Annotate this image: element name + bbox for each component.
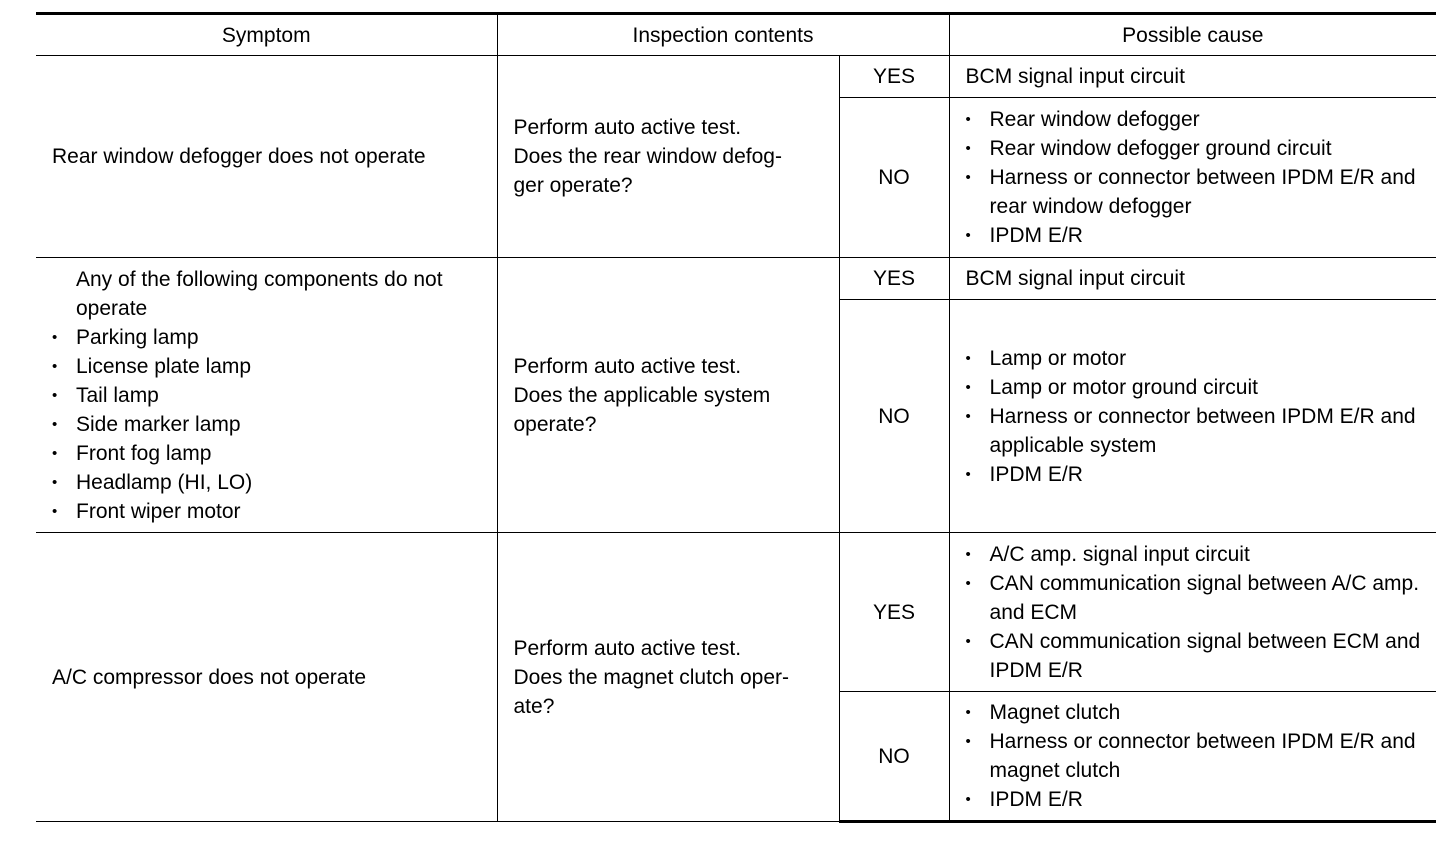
cause-list	[966, 105, 1431, 250]
inspection-line: Does the magnet clutch oper-	[513, 665, 789, 689]
symptom-item: • Front wiper motor	[52, 497, 491, 526]
cause-item: • IPDM E/R	[966, 785, 1431, 814]
no-label: NO	[839, 98, 949, 258]
table-row	[36, 533, 1436, 692]
symptom-intro: Any of the following components do not operate	[76, 267, 443, 320]
cause-item: • Harness or connector between IPDM E/R and rear window defogger	[966, 163, 1431, 221]
no-cause-cell	[949, 98, 1436, 258]
symptom-cell	[36, 533, 497, 822]
yes-label: YES	[839, 533, 949, 692]
yes-label: YES	[839, 56, 949, 98]
cause-text: BCM signal input circuit	[965, 65, 1185, 88]
inspection-line: Perform auto active test.	[513, 354, 742, 378]
cause-item: • Harness or connector between IPDM E/R and magnet clutch	[966, 727, 1431, 785]
symptom-item: • Front fog lamp	[52, 439, 491, 468]
symptom-item: • Tail lamp	[52, 381, 491, 410]
inspection-line: ate?	[513, 694, 555, 718]
symptom-item: • Side marker lamp	[52, 410, 491, 439]
cause-item: • CAN communication signal between A/C amp. and ECM	[966, 569, 1431, 627]
symptom-item: • Parking lamp	[52, 323, 491, 352]
inspection-line: Does the applicable system	[513, 383, 771, 407]
inspection-line: operate?	[513, 412, 597, 436]
inspection-line: Perform auto active test.	[513, 116, 742, 139]
yes-label: YES	[839, 258, 949, 300]
symptom-text: A/C compressor does not operate	[52, 665, 366, 689]
yes-cause-cell	[949, 533, 1436, 692]
no-cause-cell	[949, 692, 1436, 822]
inspection-line: Perform auto active test.	[513, 636, 742, 660]
cause-text: BCM signal input circuit	[965, 267, 1185, 290]
inspection-line: Does the rear window defog-	[513, 145, 782, 168]
symptom-cell	[36, 258, 497, 533]
no-label: NO	[839, 300, 949, 533]
cause-item: • Harness or connector between IPDM E/R and applicable system	[966, 402, 1431, 460]
cause-item: • Rear window defogger ground circuit	[966, 134, 1431, 163]
header-symptom: Symptom	[36, 14, 497, 56]
symptom-list	[52, 323, 491, 526]
inspection-cell	[497, 56, 839, 258]
table-row	[36, 258, 1436, 300]
cause-list	[966, 698, 1431, 814]
no-cause-cell	[949, 300, 1436, 533]
cause-item: • Magnet clutch	[966, 698, 1431, 727]
cause-item: • A/C amp. signal input circuit	[966, 540, 1431, 569]
symptom-item: • License plate lamp	[52, 352, 491, 381]
header-possible-cause: Possible cause	[949, 14, 1436, 56]
cause-item: • Lamp or motor ground circuit	[966, 373, 1431, 402]
yes-cause-cell	[949, 56, 1436, 98]
cause-item: • CAN communication signal between ECM and IPDM E/R	[966, 627, 1431, 685]
table-row	[36, 56, 1436, 98]
cause-item: • IPDM E/R	[966, 221, 1431, 250]
cause-item: • Lamp or motor	[966, 344, 1431, 373]
symptom-text: Rear window defogger does not operate	[52, 145, 426, 168]
diagnosis-table	[36, 12, 1436, 823]
inspection-cell	[497, 258, 839, 533]
header-row	[36, 14, 1436, 56]
cause-item: • Rear window defogger	[966, 105, 1431, 134]
no-label: NO	[839, 692, 949, 822]
cause-list	[966, 344, 1431, 489]
cause-list	[966, 540, 1431, 685]
yes-cause-cell	[949, 258, 1436, 300]
inspection-line: ger operate?	[513, 174, 633, 197]
header-inspection: Inspection contents	[497, 14, 949, 56]
symptom-cell	[36, 56, 497, 258]
symptom-item: • Headlamp (HI, LO)	[52, 468, 491, 497]
cause-item: • IPDM E/R	[966, 460, 1431, 489]
inspection-cell	[497, 533, 839, 822]
